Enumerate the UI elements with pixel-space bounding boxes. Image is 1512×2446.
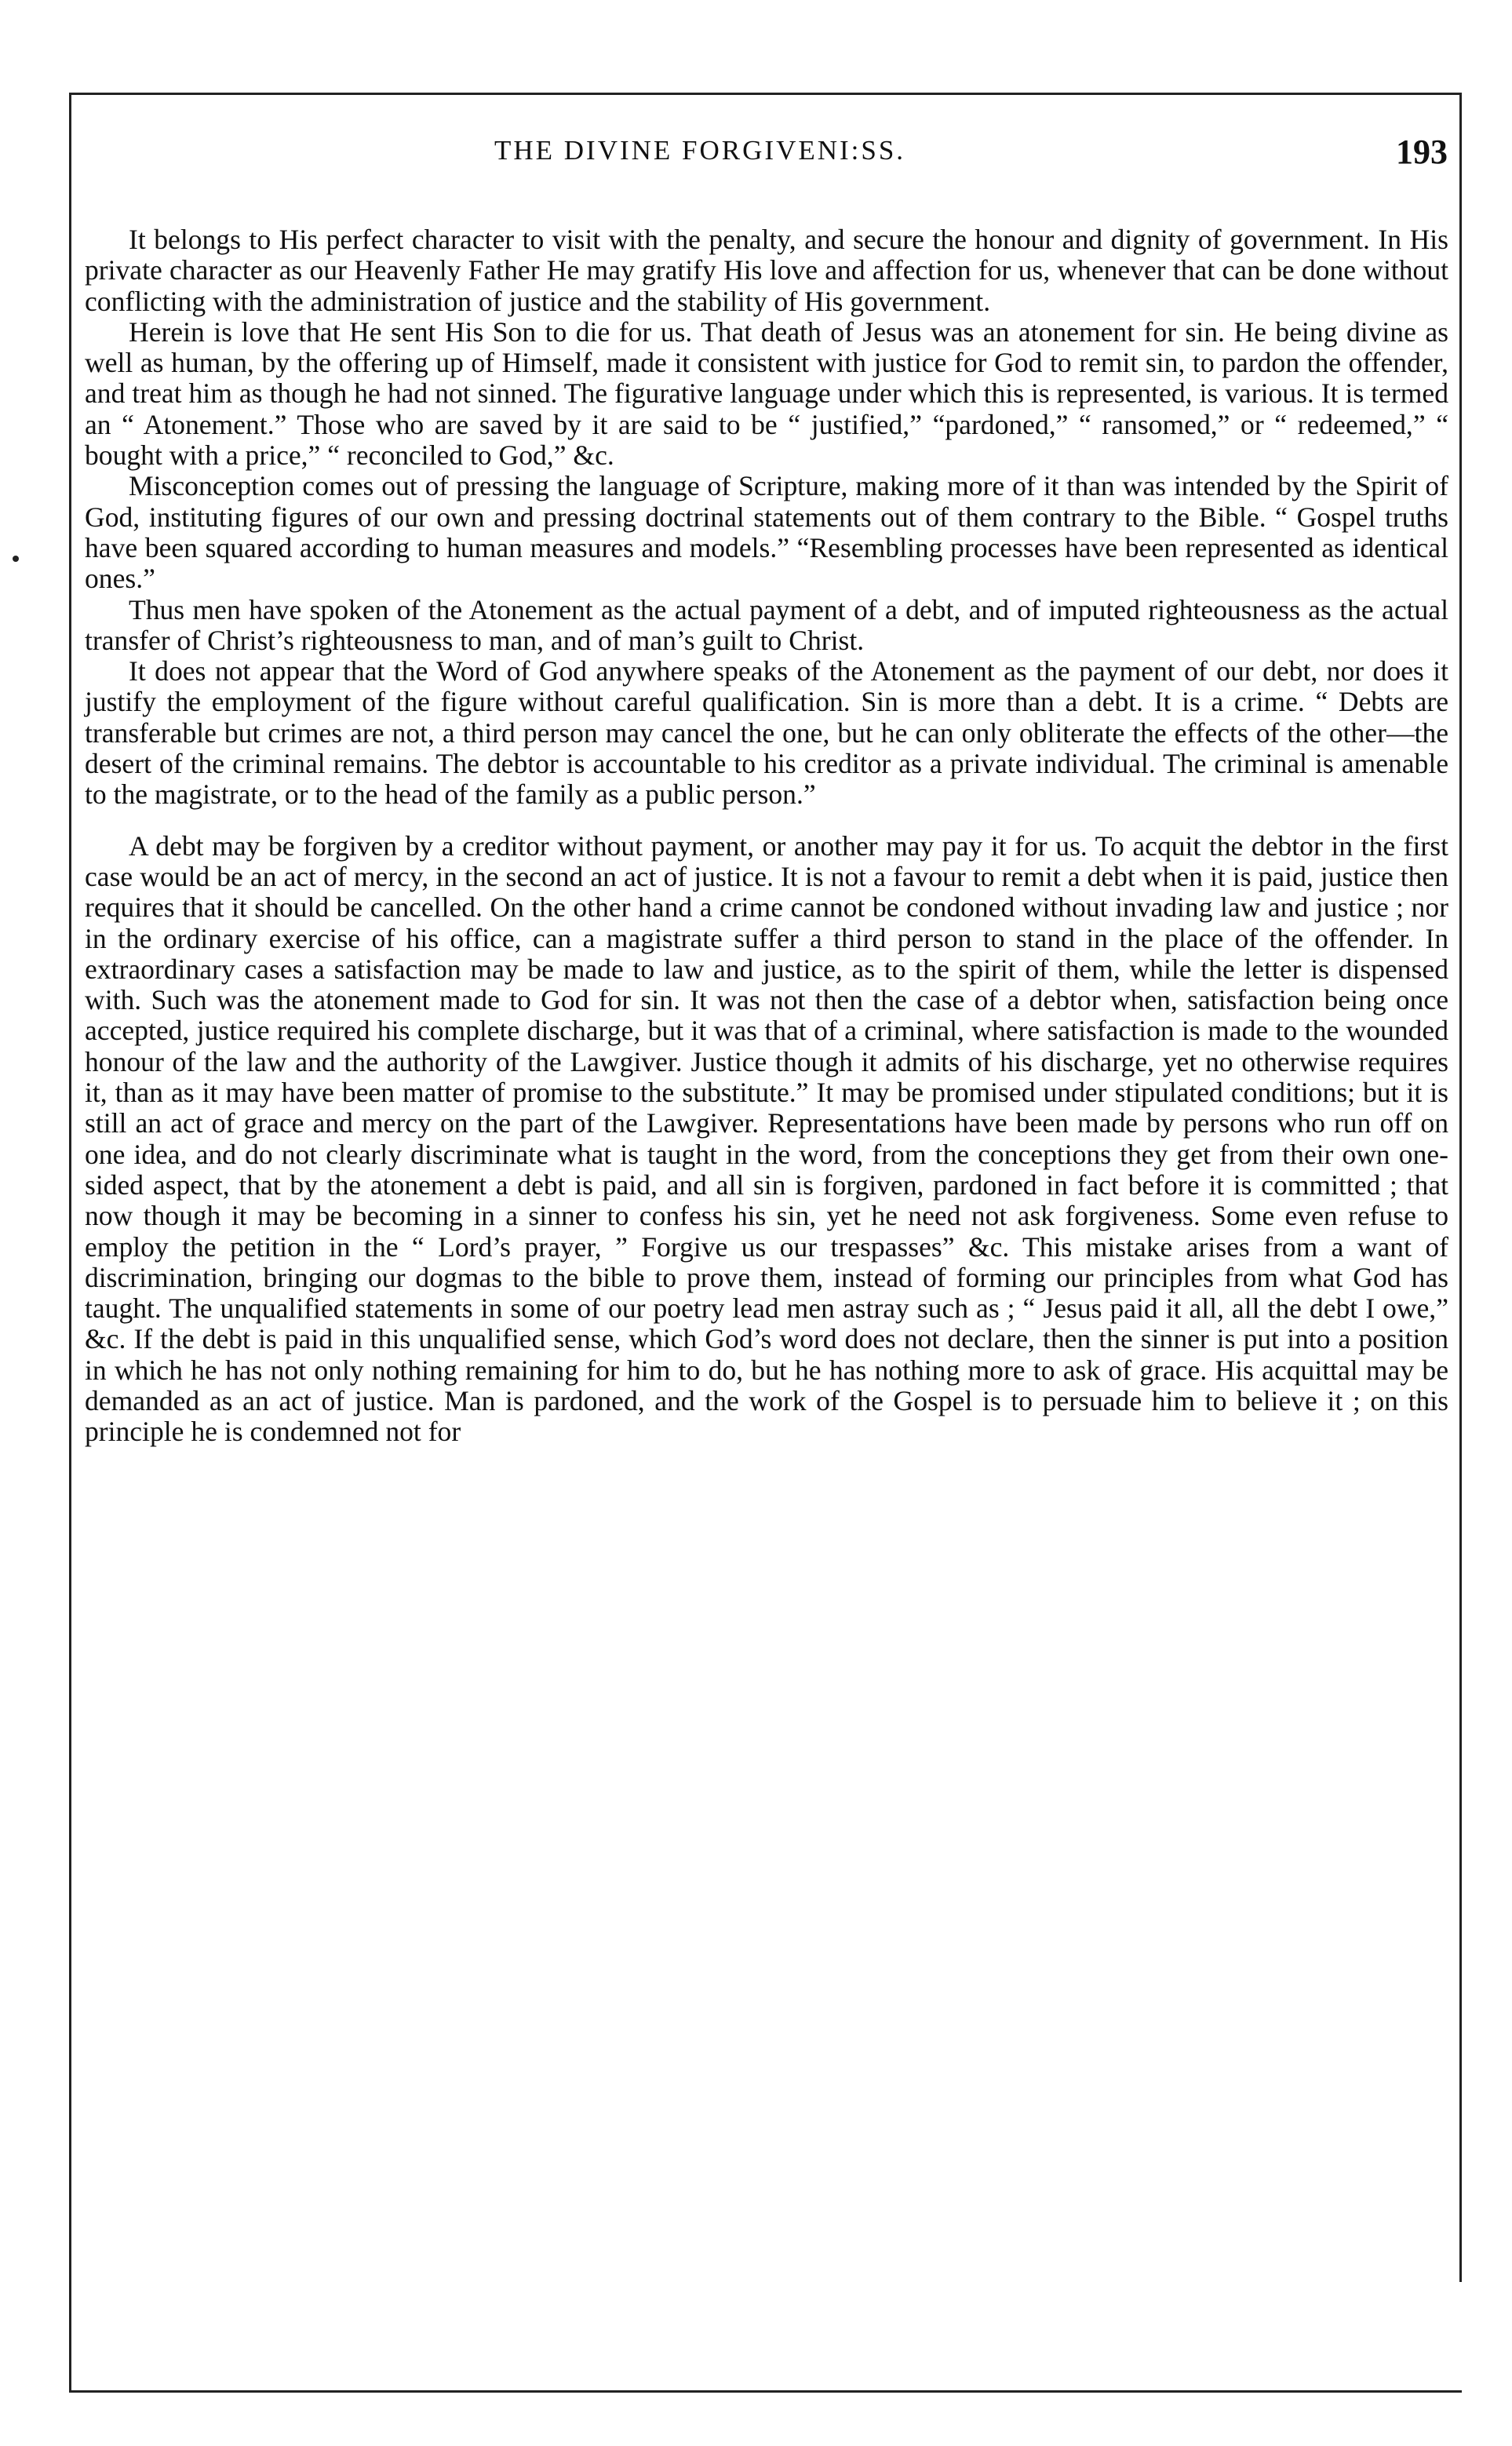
- paragraph: Thus men have spoken of the Atonement as the actual payment of a debt, and of imputed righteousness as the actual transfer of Christ’s righteousness to man, and of man’s guilt to Christ.: [85, 593, 1448, 656]
- page-border-right: [1459, 93, 1462, 2282]
- page-border-bottom: [69, 2390, 1462, 2393]
- page-border-top: [69, 93, 1462, 95]
- page-border-left: [69, 93, 71, 2392]
- paragraph: It does not appear that the Word of God anywhere speaks of the Atonement as the payment of our debt, nor does it justify the employment of the figure without careful qualification. Sin is more than a debt. It is a crime. “ Debts are transferable but crimes are not, a third person may cancel the one, but he can only obliterate the effects of the other—the desert of the criminal remains. The debtor is accountable to his creditor as a private individual. The criminal is amenable to the magistrate, or to the head of the family as a public person.”: [85, 655, 1448, 811]
- page-header: [86, 132, 1448, 179]
- running-title: THE DIVINE FORGIVENI:SS.: [494, 135, 906, 166]
- paragraph: Misconception comes out of pressing the language of Scripture, making more of it than was intended by the Spirit of God, instituting figures of our own and pressing doctrinal statements out of them contrary to the Bible. “ Gospel truths have been squared according to human measures and models.” “Resembling processes have been represented as identical ones.”: [85, 470, 1448, 595]
- page-number: 193: [1396, 133, 1448, 171]
- margin-mark: [13, 556, 19, 562]
- paragraph: It belongs to His perfect character to visit with the penalty, and secure the honour and dignity of government. In His private character as our Heavenly Father He may gratify His love and affection for us, whenever that can be done without conflicting with the administration of justice and the stability of His government.: [85, 224, 1448, 317]
- paragraph: Herein is love that He sent His Son to die for us. That death of Jesus was an atonement for sin. He being divine as well as human, by the offering up of Himself, made it consistent with justice for God to remit sin, to pardon the offender, and treat him as though he had not sinned. The figurative language under which this is represented, is various. It is termed an “ Atonement.” Those who are saved by it are said to be “ justified,” “pardoned,” “ ransomed,” or “ redeemed,” “ bought with a price,” “ reconciled to God,” &c.: [85, 315, 1448, 472]
- body-text: [85, 224, 1448, 1448]
- paragraph: A debt may be forgiven by a creditor without payment, or another may pay it for us. To acquit the debtor in the first case would be an act of mercy, in the second an act of justice. It is not a favour to remit a debt when it is paid, justice then requires that it should be cancelled. On the other hand a crime cannot be condoned without invading law and justice ; nor in the ordinary exercise of his office, can a magistrate suffer a third person to stand in the place of the offender. In extraordinary cases a satisfaction may be made to law and justice, as to the spirit of them, while the letter is dispensed with. Such was the atonement made to God for sin. It was not then the case of a debtor when, satisfaction being once accepted, justice required his complete discharge, but it was that of a criminal, where satisfaction is made to the wounded honour of the law and the authority of the Lawgiver. Justice though it admits of his discharge, yet no otherwise requires it, than as it may have been matter of promise to the substitute.” It may be promised under stipulated conditions; but it is still an act of grace and mercy on the part of the Lawgiver. Representations have been made by persons who run off on one idea, and do not clearly discriminate what is taught in the word, from the conceptions they get from their own one-sided aspect, that by the atonement a debt is paid, and all sin is forgiven, pardoned in fact before it is committed ; that now though it may be becoming in a sinner to confess his sin, yet he need not ask forgiveness. Some even refuse to employ the petition in the “ Lord’s prayer, ” Forgive us our trespasses” &c. This mistake arises from a want of discrimination, bringing our dogmas to the bible to prove them, instead of forming our principles from what God has taught. The unqualified statements in some of our poetry lead men astray such as ; “ Jesus paid it all, all the debt I owe,” &c. If the debt is paid in this unqualified sense, which God’s word does not declare, then the sinner is put into a position in which he has not only nothing remaining for him to do, but he has nothing more to ask of grace. His acquittal may be demanded as an act of justice. Man is pardoned, and the work of the Gospel is to persuade him to believe it ; on this principle he is condemned not for: [85, 829, 1448, 1448]
